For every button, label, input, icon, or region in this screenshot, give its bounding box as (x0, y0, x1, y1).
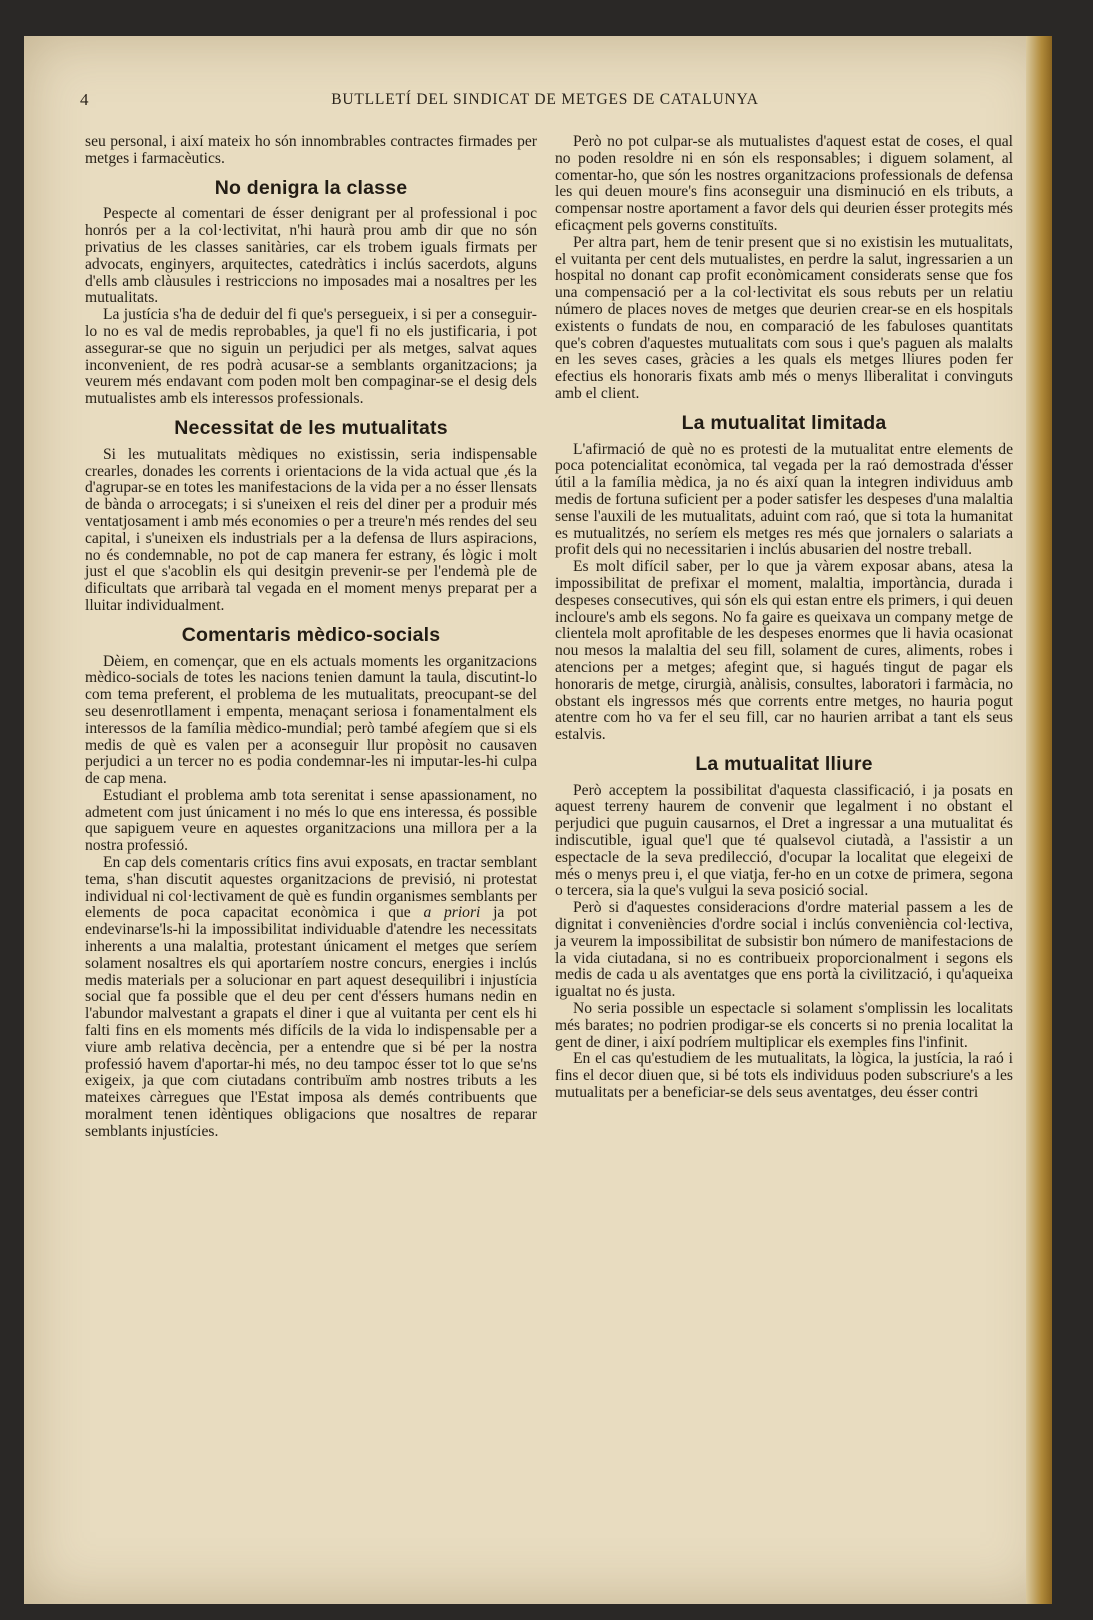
paragraph (85, 855, 537, 1141)
section-heading: Necessitat de les mutualitats (174, 416, 448, 439)
text-run: En cap dels comentaris crítics fins avui exposats, en tractar semblant tema, s'han discutit aquestes organitzacions de previsió, ni protestat individual ni col·lectivament de què es fundin organismes semblants per elements de poca capacitat econòmica i que (85, 854, 537, 922)
italic-term: a priori (423, 904, 481, 922)
running-title: BUTLLETÍ DEL SINDICAT DE METGES DE CATALUNYA (331, 91, 759, 108)
paragraph: Però si d'aquestes consideracions d'ordre material passem a les de dignitat i conveniències d'ordre social i inclús conveniència col·lectiva, ja veurem la impossibilitat de subsistir bon número de manifestacions de la vida ciutadana, si no es contribueix proporcionalment i segons els medis de cada u als aventatges que ens portà la civilització, i qu'aqueixa igualtat no és justa. (555, 899, 1013, 1001)
paragraph: Però acceptem la possibilitat d'aquesta classificació, i ja posats en aquest terreny haurem de convenir que legalment i no obstant el perjudici que puguin causarnos, el Dret a ingressar a una mutualitat és indiscutible, igual que'l que té qualsevol ciutadà, a l'assistir a un espectacle de la seva predilecció, d'ocupar la localitat que elegeixi de més o menys preu i, el que viatja, fer-ho en un cotxe de primera, segona o tercera, sia la que's vulgui la seva posició social. (555, 781, 1013, 900)
section-heading: Comentaris mèdico-socials (181, 623, 441, 646)
left-column (85, 134, 537, 1141)
text-run: ja pot endevinarse'ls-hi la impossibilitat individuable d'atendre les necessitats inherents a una malaltia, protestant únicament el metges que seríem solament nosaltres els qui aportaríem nostre concurs, energies i inclús medis materials per a solucionar en part aquest desequilibri i injustícia social que fa possible que el deu per cent d'éssers humans nedin en l'abundor malvestant a grapats el diner i que al vuitanta per cent els hi falti fins en els moments més difícils de la vida lo indispensable per a viure amb relativa decència, per a entendre que si bé per la nostra professió havem d'aportar-hi més, no deu tampoc ésser tot lo que se'ns exigeix, ja que com ciutadans contribuïm amb nostres tributs a les mateixes càrregues que l'Estat imposa als demés contribuents que moralment tenen idèntiques obligacions que nosaltres de reparar semblants injustícies. (85, 904, 538, 1140)
right-column (555, 134, 1013, 1102)
paragraph: En el cas qu'estudiem de les mutualitats, la lògica, la justícia, la raó i fins el decor diuen que, si bé tots els individuus poden subscriure's a les mutualitats per a beneficiar-se dels seus aventatges, deu ésser contri (555, 1050, 1013, 1102)
paragraph: No seria possible un espectacle si solament s'omplissin les localitats més barates; no podrien prodigar-se els concerts si no prenia localitat la gent de diner, i així podríem multiplicar els exemples fins l'infinit. (555, 1000, 1013, 1051)
section-heading: La mutualitat limitada (681, 411, 887, 434)
paragraph: seu personal, i així mateix ho són innombrables contractes firmades per metges i farmacèutics. (85, 133, 537, 167)
paragraph: La justícia s'ha de deduir del fi que's persegueix, i si per a conseguir-lo no es val de medis reprobables, ja que'l fi no els justificaria, i pot assegurar-se que no siguin un perjudici per als metges, salvat aques inconvenient, de res podrà acusar-se a semblants organitzacions; ja veurem més endavant com poden molt ben compaginar-se el desig dels mutualistes amb els interessos professionals. (85, 306, 537, 408)
paragraph: Pespecte al comentari de ésser denigrant per al professional i poc honrós per a la col·lectivitat, n'hi haurà prou amb dir que no són privatius de les classes sanitàries, car els trobem iguals firmats per advocats, enginyers, arquitectes, catedràtics i inclús sacerdots, alguns d'ells amb clàusules i restriccions no imposades mai a nosaltres per les mutualitats. (85, 205, 537, 307)
section-heading: La mutualitat lliure (695, 752, 873, 775)
page-number: 4 (80, 90, 90, 109)
section-heading: No denigra la classe (214, 176, 408, 199)
paragraph: Es molt difícil saber, per lo que ja vàrem exposar abans, atesa la impossibilitat de prefixar el moment, malaltia, importància, durada i despeses consecutives, qui són els qui estan entre els primers, i qui deuen incloure's amb els segons. No fa gaire es queixava un company metge de clientela molt aprofitable de les despeses enormes que li havia ocasionat nou mesos la malaltia del seu fill, solament de cures, aliments, robes i atencions per a metges; afegint que, si hagués tingut de pagar els honoraris de metge, cirurgià, anàlisis, consultes, laboratori i farmàcia, no obstant els ingressos més que corrents entre metges, no hauria pogut atentre com ho va fer el seu fill, car no haurien arribat a tant els seus estalvis. (555, 558, 1013, 744)
page-header (80, 90, 1010, 114)
page-edge (1026, 36, 1052, 1604)
paragraph: Estudiant el problema amb tota serenitat i sense apassionament, no admetent com just únicament i no més lo que ens interessa, és possible que sapiguem veure en aquestes organitzacions una millora per a la nostra professió. (85, 786, 537, 855)
paragraph: Si les mutualitats mèdiques no existissin, seria indispensable crearles, donades les corrents i orientacions de la vida actual que ,és la d'agrupar-se en totes les manifestacions de la vida per a no ésser llensats de bànda o arrocegats; i si s'uneixen el reis del diner per a produir més ventatjosament i amb més economies o per a treure'n més rendes del seu capital, i s'uneixen els industrials per a la defensa de llurs aspiracions, no és condemnable, no pot de cap manera fer estrany, és lògic i molt just el que s'acoblin els qui desitgin prevenir-se per l'endemà ple de dificultats que arribarà tal vegada en el moment menys preparat per a lluitar individualment. (85, 445, 537, 614)
paragraph: Però no pot culpar-se als mutualistes d'aquest estat de coses, el qual no poden resoldre ni en són els responsables; i diguem solament, al comentar-ho, que són les nostres organitzacions professionals de defensa les qui deuen moure's fins aconseguir una disminució en els tributs, a compensar nostre aportament a favor dels qui deurien ésser protegits més eficaçment pels governs constituïts. (555, 133, 1013, 234)
paragraph: Per altra part, hem de tenir present que si no existisin les mutualitats, el vuitanta per cent dels mutualistes, en perdre la salut, ingressarien a un hospital no donant cap profit econòmicament considerats sense que fos una compensació per a la col·lectivitat els sous rebuts per un relatiu número de places noves de metges que deurien crear-se en els hospitals existents o fundats de nou, en comparació de les fabuloses quantitats que's cobren d'aquestes mutualitats com sous i que's paguen als malalts en les seves cases, gràcies a les quals els metges lliures poden fer efectius els honoraris fixats amb més o menys lliberalitat i convinguts amb el client. (555, 233, 1013, 402)
paragraph: Dèiem, en començar, que en els actuals moments les organitzacions mèdico-socials de totes les nacions tenien damunt la taula, discutint-lo com tema preferent, el problema de les mutualitats, preocupant-se del seu desenrotllament i empenta, menaçant seriosa i fonamentalment els interessos de la família mèdico-mundial; però també afegíem que si els medis de què es valen per a aconseguir llur propòsit no causaven perjudici a un tercer no es podia condemnar-les ni imputar-les-hi culpa de cap mena. (85, 652, 537, 788)
paragraph: L'afirmació de què no es protesti de la mutualitat entre elements de poca potencialitat econòmica, tal vegada per la raó demostrada d'ésser útil a la família mèdica, ja no és així quan la integren individuus amb medis de fortuna suficient per a poder satisfer les despeses d'una malaltia sense l'auxili de les mutualitats, aduint com raó, que si tota la humanitat es mutualitzés, no seríem els metges res més que jornalers o salariats a profit dels qui no necessitarien i inclús abusarien del nostre treball. (555, 440, 1013, 559)
